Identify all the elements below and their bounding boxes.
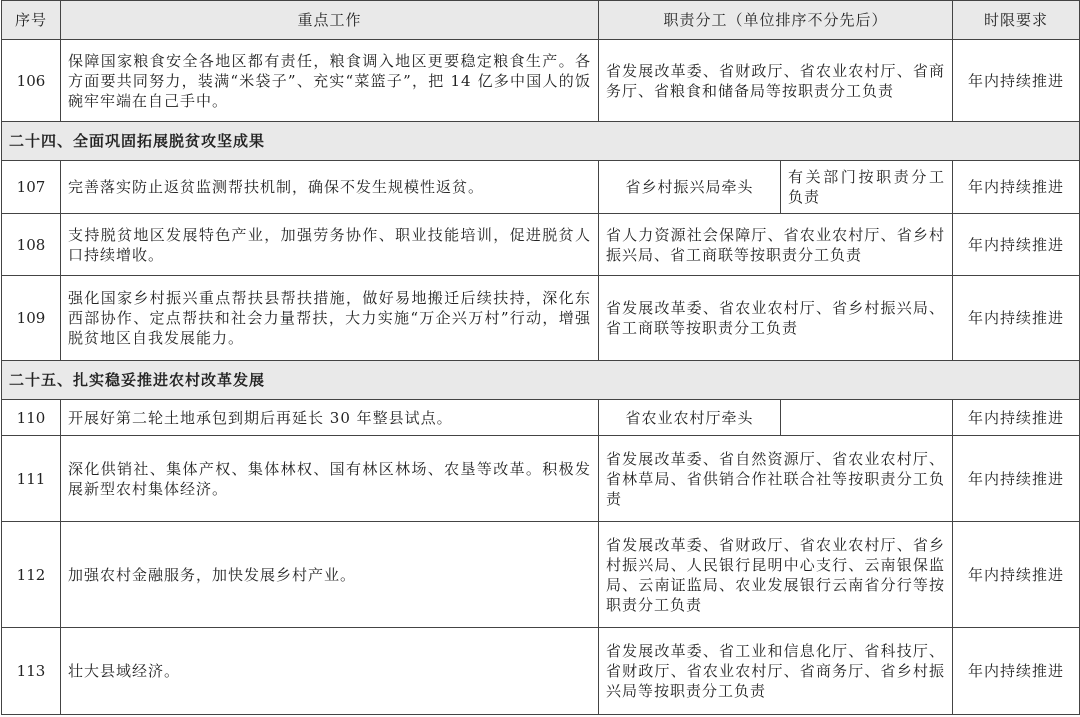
table-row	[2, 522, 1080, 628]
row-deadline: 年内持续推进	[953, 161, 1080, 214]
row-responsibility: 省发展改革委、省农业农村厅、省乡村振兴局、省工商联等按职责分工负责	[599, 276, 953, 361]
row-cooperating-departments: 有关部门按职责分工负责	[781, 161, 953, 214]
table-row	[2, 628, 1080, 715]
row-key-work: 壮大县域经济。	[61, 628, 599, 715]
row-number: 112	[2, 522, 61, 628]
row-responsibility: 省发展改革委、省工业和信息化厅、省科技厅、省财政厅、省农业农村厅、省商务厅、省乡村振兴局等按职责分工负责	[599, 628, 953, 715]
table-row	[2, 161, 1080, 214]
row-lead-department: 省农业农村厅牵头	[599, 400, 781, 436]
section-row	[2, 361, 1080, 400]
row-number: 109	[2, 276, 61, 361]
row-deadline: 年内持续推进	[953, 628, 1080, 715]
row-responsibility: 省发展改革委、省财政厅、省农业农村厅、省商务厅、省粮食和储备局等按职责分工负责	[599, 40, 953, 122]
row-number: 110	[2, 400, 61, 436]
header-deadline: 时限要求	[953, 1, 1080, 40]
row-responsibility: 省人力资源社会保障厅、省农业农村厅、省乡村振兴局、省工商联等按职责分工负责	[599, 214, 953, 276]
row-number: 106	[2, 40, 61, 122]
row-key-work: 强化国家乡村振兴重点帮扶县帮扶措施，做好易地搬迁后续扶持，深化东西部协作、定点帮扶和社会力量帮扶，大力实施“万企兴万村”行动，增强脱贫地区自我发展能力。	[61, 276, 599, 361]
header-row	[2, 1, 1080, 40]
section-title: 二十四、全面巩固拓展脱贫攻坚成果	[2, 122, 1080, 161]
header-responsibility: 职责分工（单位排序不分先后）	[599, 1, 953, 40]
row-cooperating-departments	[781, 400, 953, 436]
row-number: 111	[2, 436, 61, 522]
row-lead-department: 省乡村振兴局牵头	[599, 161, 781, 214]
row-responsibility: 省发展改革委、省财政厅、省农业农村厅、省乡村振兴局、人民银行昆明中心支行、云南银保监局、云南证监局、农业发展银行云南省分行等按职责分工负责	[599, 522, 953, 628]
header-key-work: 重点工作	[61, 1, 599, 40]
section-title: 二十五、扎实稳妥推进农村改革发展	[2, 361, 1080, 400]
row-key-work: 深化供销社、集体产权、集体林权、国有林区林场、农垦等改革。积极发展新型农村集体经济。	[61, 436, 599, 522]
row-number: 113	[2, 628, 61, 715]
row-deadline: 年内持续推进	[953, 276, 1080, 361]
row-key-work: 保障国家粮食安全各地区都有责任，粮食调入地区更要稳定粮食生产。各方面要共同努力，装满“米袋子”、充实“菜篮子”，把 14 亿多中国人的饭碗牢牢端在自己手中。	[61, 40, 599, 122]
table-row	[2, 436, 1080, 522]
row-number: 108	[2, 214, 61, 276]
table-row	[2, 40, 1080, 122]
header-serial-number: 序号	[2, 1, 61, 40]
table-row	[2, 400, 1080, 436]
row-deadline: 年内持续推进	[953, 522, 1080, 628]
row-key-work: 支持脱贫地区发展特色产业，加强劳务协作、职业技能培训，促进脱贫人口持续增收。	[61, 214, 599, 276]
table-row	[2, 276, 1080, 361]
row-responsibility: 省发展改革委、省自然资源厅、省农业农村厅、省林草局、省供销合作社联合社等按职责分工负责	[599, 436, 953, 522]
row-deadline: 年内持续推进	[953, 214, 1080, 276]
row-key-work: 开展好第二轮土地承包到期后再延长 30 年整县试点。	[61, 400, 599, 436]
row-deadline: 年内持续推进	[953, 40, 1080, 122]
row-number: 107	[2, 161, 61, 214]
task-table	[1, 0, 1080, 715]
row-deadline: 年内持续推进	[953, 436, 1080, 522]
table-row	[2, 214, 1080, 276]
row-key-work: 加强农村金融服务，加快发展乡村产业。	[61, 522, 599, 628]
section-row	[2, 122, 1080, 161]
row-deadline: 年内持续推进	[953, 400, 1080, 436]
row-key-work: 完善落实防止返贫监测帮扶机制，确保不发生规模性返贫。	[61, 161, 599, 214]
